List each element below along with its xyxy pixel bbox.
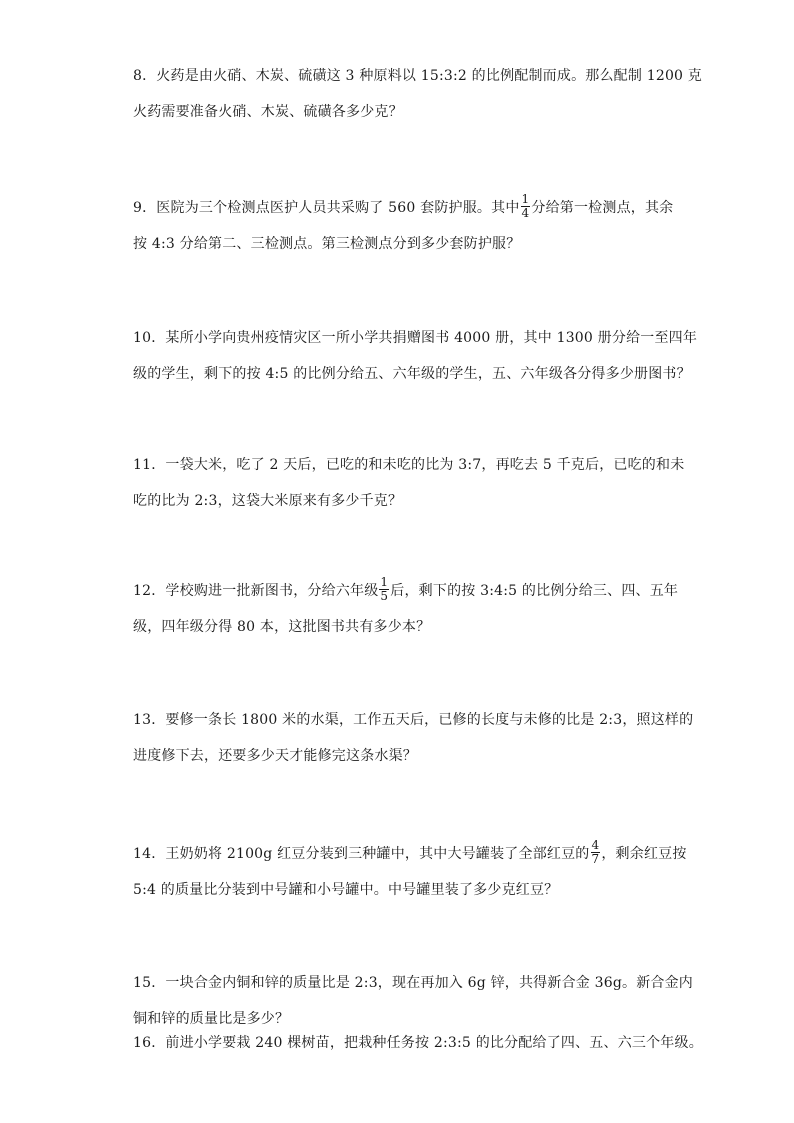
question-14-line-1 (133, 836, 687, 872)
question-12-text-b: 后，剩下的按 3:4:5 的比例分给三、四、五年 (390, 583, 679, 599)
question-14 (133, 836, 687, 908)
question-9-line-1 (133, 190, 673, 226)
question-10 (133, 320, 698, 392)
question-11 (133, 447, 685, 519)
fraction-denominator: 5 (380, 588, 389, 603)
question-14-text-b: ，剩余红豆按 (601, 846, 687, 862)
fraction-denominator: 4 (521, 205, 530, 220)
question-13 (133, 702, 694, 774)
question-16 (133, 1025, 703, 1061)
question-9 (133, 190, 673, 262)
fraction-numerator: 1 (380, 574, 389, 589)
question-15-line-2: 铜和锌的质量比是多少？ (133, 1011, 290, 1027)
question-8 (133, 58, 703, 130)
question-8-line-2: 火药需要准备火硝、木炭、硫磺各多少克？ (133, 104, 403, 120)
fraction-numerator: 1 (521, 191, 530, 206)
question-13-line-1: 13．要修一条长 1800 米的水渠，工作五天后，已修的长度与未修的比是 2:3，照这样的 (133, 712, 694, 728)
fraction-numerator: 4 (591, 837, 600, 852)
question-15-line-1: 15．一块合金内铜和锌的质量比是 2:3，现在再加入 6g 锌，共得新合金 36g。新合金内 (133, 975, 693, 991)
question-8-line-1: 8．火药是由火硝、木炭、硫磺这 3 种原料以 15:3:2 的比例配制而成。那么配制 1200 克 (133, 68, 703, 84)
question-16-line-1: 16．前进小学要栽 240 棵树苗，把栽种任务按 2:3:5 的比分配给了四、五、六三个年级。 (133, 1035, 703, 1051)
question-12 (133, 573, 679, 645)
question-9-text-a: 9．医院为三个检测点医护人员共采购了 560 套防护服。其中 (133, 200, 520, 216)
question-12-text-a: 12．学校购进一批新图书，分给六年级 (133, 583, 379, 599)
fraction-one-quarter (521, 193, 531, 220)
fraction-four-sevenths (591, 839, 601, 866)
question-14-line-2: 5:4 的质量比分装到中号罐和小号罐中。中号罐里装了多少克红豆？ (133, 882, 559, 898)
question-9-line-2: 按 4:3 分给第二、三检测点。第三检测点分到多少套防护服？ (133, 236, 521, 252)
question-12-line-2: 级，四年级分得 80 本，这批图书共有多少本？ (133, 619, 431, 635)
fraction-one-fifth (379, 576, 389, 603)
question-11-line-2: 吃的比为 2:3，这袋大米原来有多少千克？ (133, 493, 403, 509)
question-14-text-a: 14．王奶奶将 2100g 红豆分装到三种罐中，其中大号罐装了全部红豆的 (133, 846, 590, 862)
question-9-text-b: 分给第一检测点，其余 (531, 200, 674, 216)
question-10-line-2: 级的学生，剩下的按 4:5 的比例分给五、六年级的学生，五、六年级各分得多少册图书？ (133, 366, 691, 382)
question-13-line-2: 进度修下去，还要多少天才能修完这条水渠？ (133, 748, 417, 764)
question-10-line-1: 10．某所小学向贵州疫情灾区一所小学共捐赠图书 4000 册，其中 1300 册分给一至四年 (133, 330, 698, 346)
question-11-line-1: 11．一袋大米，吃了 2 天后，已吃的和未吃的比为 3:7，再吃去 5 千克后，已吃的和未 (133, 457, 685, 473)
question-12-line-1 (133, 573, 679, 609)
fraction-denominator: 7 (591, 851, 600, 866)
